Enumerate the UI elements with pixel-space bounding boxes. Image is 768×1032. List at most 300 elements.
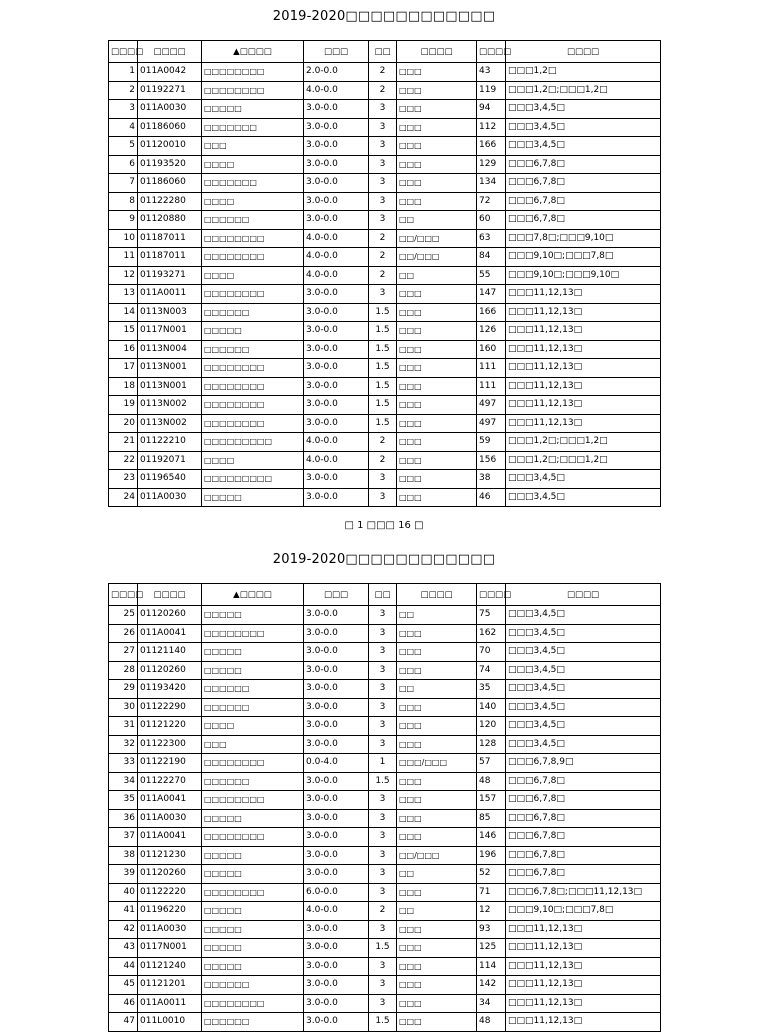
course-mode-cell: □□□/□□□ bbox=[397, 754, 477, 773]
course-mode-cell: □□□ bbox=[397, 772, 477, 791]
course-hours-cell: 3.0-0.0 bbox=[304, 624, 369, 643]
row-number-cell: 37 bbox=[109, 828, 138, 847]
course-name-cell: □□□□□ bbox=[202, 100, 304, 119]
table-row bbox=[109, 118, 661, 137]
header-col: □□□□ bbox=[138, 41, 202, 63]
course-code-cell: 01187011 bbox=[138, 248, 202, 267]
class-size-cell: 57 bbox=[477, 754, 506, 773]
course-credit-cell: 1.5 bbox=[369, 359, 397, 378]
class-time-cell: □□□11,12,13□ bbox=[506, 303, 661, 322]
class-time-cell: □□□6,7,8□ bbox=[506, 192, 661, 211]
course-mode-cell: □□/□□□ bbox=[397, 248, 477, 267]
course-credit-cell: 3 bbox=[369, 920, 397, 939]
course-credit-cell: 3 bbox=[369, 174, 397, 193]
row-number-cell: 13 bbox=[109, 285, 138, 304]
header-col: □□□□ bbox=[506, 584, 661, 606]
course-credit-cell: 3 bbox=[369, 698, 397, 717]
course-code-cell: 0117N001 bbox=[138, 322, 202, 341]
course-hours-cell: 3.0-0.0 bbox=[304, 994, 369, 1013]
table-row bbox=[109, 451, 661, 470]
course-credit-cell: 1.5 bbox=[369, 340, 397, 359]
course-name-cell: □□□□ bbox=[202, 717, 304, 736]
row-number-cell: 9 bbox=[109, 211, 138, 230]
class-size-cell: 146 bbox=[477, 828, 506, 847]
course-mode-cell: □□□ bbox=[397, 791, 477, 810]
course-name-cell: □□□□□□□□□ bbox=[202, 433, 304, 452]
course-name-cell: □□□□□ bbox=[202, 902, 304, 921]
header-col: □□□□ bbox=[109, 41, 138, 63]
row-number-cell: 24 bbox=[109, 488, 138, 507]
course-code-cell: 01122210 bbox=[138, 433, 202, 452]
course-code-cell: 011A0030 bbox=[138, 100, 202, 119]
class-size-cell: 52 bbox=[477, 865, 506, 884]
row-number-cell: 8 bbox=[109, 192, 138, 211]
course-code-cell: 01193520 bbox=[138, 155, 202, 174]
course-mode-cell: □□□ bbox=[397, 137, 477, 156]
row-number-cell: 1 bbox=[109, 63, 138, 82]
table-header-row bbox=[109, 584, 661, 606]
course-hours-cell: 3.0-0.0 bbox=[304, 920, 369, 939]
header-col: □□□□ bbox=[397, 41, 477, 63]
row-number-cell: 29 bbox=[109, 680, 138, 699]
course-code-cell: 01122280 bbox=[138, 192, 202, 211]
class-size-cell: 74 bbox=[477, 661, 506, 680]
course-code-cell: 01193271 bbox=[138, 266, 202, 285]
row-number-cell: 32 bbox=[109, 735, 138, 754]
course-credit-cell: 3 bbox=[369, 137, 397, 156]
class-time-cell: □□□6,7,8□ bbox=[506, 828, 661, 847]
course-mode-cell: □□□ bbox=[397, 920, 477, 939]
class-time-cell: □□□11,12,13□ bbox=[506, 920, 661, 939]
course-name-cell: □□□□□ bbox=[202, 643, 304, 662]
course-code-cell: 011A0041 bbox=[138, 791, 202, 810]
course-hours-cell: 3.0-0.0 bbox=[304, 680, 369, 699]
header-col: □□□□ bbox=[506, 41, 661, 63]
course-name-cell: □□□□□ bbox=[202, 661, 304, 680]
table-row bbox=[109, 791, 661, 810]
course-credit-cell: 2 bbox=[369, 451, 397, 470]
course-credit-cell: 3 bbox=[369, 661, 397, 680]
course-name-cell: □□□□□□ bbox=[202, 698, 304, 717]
table-row bbox=[109, 717, 661, 736]
course-credit-cell: 2 bbox=[369, 433, 397, 452]
course-hours-cell: 3.0-0.0 bbox=[304, 606, 369, 625]
course-code-cell: 01122290 bbox=[138, 698, 202, 717]
row-number-cell: 25 bbox=[109, 606, 138, 625]
class-time-cell: □□□11,12,13□ bbox=[506, 414, 661, 433]
course-credit-cell: 2 bbox=[369, 902, 397, 921]
course-code-cell: 011L0010 bbox=[138, 1013, 202, 1032]
course-code-cell: 01192071 bbox=[138, 451, 202, 470]
course-hours-cell: 2.0-0.0 bbox=[304, 63, 369, 82]
table-row bbox=[109, 661, 661, 680]
course-hours-cell: 3.0-0.0 bbox=[304, 1013, 369, 1032]
class-time-cell: □□□11,12,13□ bbox=[506, 285, 661, 304]
table-row bbox=[109, 340, 661, 359]
course-code-cell: 01192271 bbox=[138, 81, 202, 100]
course-mode-cell: □□□ bbox=[397, 939, 477, 958]
course-hours-cell: 3.0-0.0 bbox=[304, 285, 369, 304]
class-size-cell: 12 bbox=[477, 902, 506, 921]
course-hours-cell: 3.0-0.0 bbox=[304, 488, 369, 507]
course-name-cell: □□□□□ bbox=[202, 920, 304, 939]
course-name-cell: □□□□□□ bbox=[202, 772, 304, 791]
class-time-cell: □□□3,4,5□ bbox=[506, 118, 661, 137]
course-credit-cell: 3 bbox=[369, 470, 397, 489]
course-mode-cell: □□□ bbox=[397, 377, 477, 396]
class-time-cell: □□□11,12,13□ bbox=[506, 377, 661, 396]
row-number-cell: 23 bbox=[109, 470, 138, 489]
class-size-cell: 111 bbox=[477, 359, 506, 378]
course-mode-cell: □□□ bbox=[397, 118, 477, 137]
course-credit-cell: 1.5 bbox=[369, 377, 397, 396]
course-credit-cell: 1.5 bbox=[369, 939, 397, 958]
table-row bbox=[109, 266, 661, 285]
header-col-sorted[interactable]: ▲□□□□ bbox=[202, 584, 304, 606]
row-number-cell: 16 bbox=[109, 340, 138, 359]
class-size-cell: 60 bbox=[477, 211, 506, 230]
row-number-cell: 28 bbox=[109, 661, 138, 680]
course-credit-cell: 2 bbox=[369, 266, 397, 285]
course-hours-cell: 3.0-0.0 bbox=[304, 976, 369, 995]
class-size-cell: 46 bbox=[477, 488, 506, 507]
course-hours-cell: 3.0-0.0 bbox=[304, 174, 369, 193]
row-number-cell: 15 bbox=[109, 322, 138, 341]
course-mode-cell: □□□ bbox=[397, 192, 477, 211]
header-col: □□□□ bbox=[138, 584, 202, 606]
class-time-cell: □□□6,7,8,9□ bbox=[506, 754, 661, 773]
course-mode-cell: □□/□□□ bbox=[397, 229, 477, 248]
class-time-cell: □□□6,7,8□ bbox=[506, 809, 661, 828]
table-row bbox=[109, 63, 661, 82]
course-credit-cell: 3 bbox=[369, 680, 397, 699]
class-time-cell: □□□11,12,13□ bbox=[506, 359, 661, 378]
course-hours-cell: 3.0-0.0 bbox=[304, 735, 369, 754]
table-row bbox=[109, 624, 661, 643]
course-name-cell: □□□□□□ bbox=[202, 1013, 304, 1032]
course-hours-cell: 3.0-0.0 bbox=[304, 211, 369, 230]
table-row bbox=[109, 828, 661, 847]
course-mode-cell: □□□ bbox=[397, 63, 477, 82]
table-row bbox=[109, 377, 661, 396]
course-hours-cell: 4.0-0.0 bbox=[304, 902, 369, 921]
row-number-cell: 19 bbox=[109, 396, 138, 415]
course-mode-cell: □□□ bbox=[397, 661, 477, 680]
course-credit-cell: 3 bbox=[369, 735, 397, 754]
class-time-cell: □□□11,12,13□ bbox=[506, 396, 661, 415]
table-row bbox=[109, 643, 661, 662]
course-mode-cell: □□□ bbox=[397, 359, 477, 378]
class-size-cell: 114 bbox=[477, 957, 506, 976]
class-time-cell: □□□6,7,8□ bbox=[506, 791, 661, 810]
course-credit-cell: 3 bbox=[369, 717, 397, 736]
course-mode-cell: □□□ bbox=[397, 322, 477, 341]
course-hours-cell: 3.0-0.0 bbox=[304, 414, 369, 433]
course-code-cell: 01186060 bbox=[138, 174, 202, 193]
course-hours-cell: 4.0-0.0 bbox=[304, 229, 369, 248]
course-name-cell: □□□□□□□□ bbox=[202, 81, 304, 100]
table-row bbox=[109, 865, 661, 884]
class-size-cell: 120 bbox=[477, 717, 506, 736]
row-number-cell: 42 bbox=[109, 920, 138, 939]
table-row bbox=[109, 433, 661, 452]
class-time-cell: □□□3,4,5□ bbox=[506, 624, 661, 643]
course-credit-cell: 3 bbox=[369, 957, 397, 976]
course-hours-cell: 3.0-0.0 bbox=[304, 303, 369, 322]
course-name-cell: □□□□□ bbox=[202, 322, 304, 341]
table-row bbox=[109, 735, 661, 754]
table-row bbox=[109, 772, 661, 791]
course-code-cell: 01121140 bbox=[138, 643, 202, 662]
class-size-cell: 147 bbox=[477, 285, 506, 304]
class-time-cell: □□□9,10□;□□□9,10□ bbox=[506, 266, 661, 285]
course-mode-cell: □□□ bbox=[397, 957, 477, 976]
header-col: □□□□ bbox=[397, 584, 477, 606]
row-number-cell: 31 bbox=[109, 717, 138, 736]
course-mode-cell: □□□ bbox=[397, 340, 477, 359]
class-time-cell: □□□9,10□;□□□7,8□ bbox=[506, 248, 661, 267]
class-time-cell: □□□3,4,5□ bbox=[506, 680, 661, 699]
class-size-cell: 34 bbox=[477, 994, 506, 1013]
course-name-cell: □□□□□□□□□ bbox=[202, 470, 304, 489]
class-time-cell: □□□3,4,5□ bbox=[506, 735, 661, 754]
course-name-cell: □□□□□□□□ bbox=[202, 624, 304, 643]
course-credit-cell: 1.5 bbox=[369, 1013, 397, 1032]
course-code-cell: 011A0011 bbox=[138, 994, 202, 1013]
course-credit-cell: 1.5 bbox=[369, 396, 397, 415]
course-hours-cell: 3.0-0.0 bbox=[304, 192, 369, 211]
row-number-cell: 34 bbox=[109, 772, 138, 791]
course-credit-cell: 3 bbox=[369, 211, 397, 230]
course-credit-cell: 3 bbox=[369, 118, 397, 137]
class-size-cell: 497 bbox=[477, 414, 506, 433]
page-1-footer: □ 1 □□□ 16 □ bbox=[344, 520, 424, 531]
course-hours-cell: 3.0-0.0 bbox=[304, 470, 369, 489]
table-row bbox=[109, 248, 661, 267]
course-hours-cell: 3.0-0.0 bbox=[304, 137, 369, 156]
course-mode-cell: □□□ bbox=[397, 100, 477, 119]
class-time-cell: □□□6,7,8□ bbox=[506, 772, 661, 791]
row-number-cell: 41 bbox=[109, 902, 138, 921]
class-size-cell: 129 bbox=[477, 155, 506, 174]
class-time-cell: □□□3,4,5□ bbox=[506, 661, 661, 680]
table-row bbox=[109, 920, 661, 939]
class-time-cell: □□□1,2□;□□□1,2□ bbox=[506, 81, 661, 100]
class-size-cell: 196 bbox=[477, 846, 506, 865]
table-body-page-1 bbox=[109, 63, 661, 507]
class-size-cell: 59 bbox=[477, 433, 506, 452]
class-time-cell: □□□6,7,8□ bbox=[506, 174, 661, 193]
class-time-cell: □□□3,4,5□ bbox=[506, 100, 661, 119]
header-col: □□ bbox=[369, 41, 397, 63]
course-name-cell: □□□□□□□□ bbox=[202, 248, 304, 267]
table-row bbox=[109, 174, 661, 193]
course-code-cell: 01193420 bbox=[138, 680, 202, 699]
course-mode-cell: □□□ bbox=[397, 396, 477, 415]
course-mode-cell: □□□ bbox=[397, 155, 477, 174]
class-time-cell: □□□1,2□ bbox=[506, 63, 661, 82]
course-code-cell: 011A0011 bbox=[138, 285, 202, 304]
table-row bbox=[109, 137, 661, 156]
course-name-cell: □□□□ bbox=[202, 192, 304, 211]
table-row bbox=[109, 606, 661, 625]
course-code-cell: 01122220 bbox=[138, 883, 202, 902]
course-credit-cell: 2 bbox=[369, 81, 397, 100]
class-size-cell: 38 bbox=[477, 470, 506, 489]
course-code-cell: 0113N002 bbox=[138, 396, 202, 415]
page-2-title: 2019-2020□□□□□□□□□□□□ bbox=[272, 552, 496, 567]
course-code-cell: 0113N003 bbox=[138, 303, 202, 322]
class-time-cell: □□□3,4,5□ bbox=[506, 717, 661, 736]
class-time-cell: □□□11,12,13□ bbox=[506, 322, 661, 341]
table-header-row bbox=[109, 41, 661, 63]
course-credit-cell: 3 bbox=[369, 976, 397, 995]
header-col: □□□ bbox=[304, 584, 369, 606]
course-credit-cell: 3 bbox=[369, 155, 397, 174]
course-mode-cell: □□□ bbox=[397, 698, 477, 717]
course-name-cell: □□□□□ bbox=[202, 606, 304, 625]
course-code-cell: 01120880 bbox=[138, 211, 202, 230]
course-hours-cell: 3.0-0.0 bbox=[304, 865, 369, 884]
table-row bbox=[109, 698, 661, 717]
class-size-cell: 497 bbox=[477, 396, 506, 415]
class-time-cell: □□□6,7,8□ bbox=[506, 865, 661, 884]
class-time-cell: □□□3,4,5□ bbox=[506, 470, 661, 489]
table-row bbox=[109, 81, 661, 100]
class-size-cell: 140 bbox=[477, 698, 506, 717]
course-credit-cell: 3 bbox=[369, 192, 397, 211]
header-col-sorted[interactable]: ▲□□□□ bbox=[202, 41, 304, 63]
course-hours-cell: 3.0-0.0 bbox=[304, 118, 369, 137]
course-credit-cell: 3 bbox=[369, 994, 397, 1013]
course-mode-cell: □□□ bbox=[397, 735, 477, 754]
table-row bbox=[109, 396, 661, 415]
course-mode-cell: □□□ bbox=[397, 81, 477, 100]
class-time-cell: □□□1,2□;□□□1,2□ bbox=[506, 433, 661, 452]
header-col: □□□□ bbox=[477, 584, 506, 606]
course-mode-cell: □□ bbox=[397, 902, 477, 921]
course-name-cell: □□□□□□□□ bbox=[202, 229, 304, 248]
class-size-cell: 125 bbox=[477, 939, 506, 958]
table-row bbox=[109, 994, 661, 1013]
course-credit-cell: 1.5 bbox=[369, 414, 397, 433]
class-size-cell: 126 bbox=[477, 322, 506, 341]
course-hours-cell: 6.0-0.0 bbox=[304, 883, 369, 902]
course-name-cell: □□□□□□□□ bbox=[202, 396, 304, 415]
table-row bbox=[109, 322, 661, 341]
course-code-cell: 01121230 bbox=[138, 846, 202, 865]
class-size-cell: 71 bbox=[477, 883, 506, 902]
course-code-cell: 01187011 bbox=[138, 229, 202, 248]
class-time-cell: □□□3,4,5□ bbox=[506, 488, 661, 507]
course-code-cell: 0113N002 bbox=[138, 414, 202, 433]
class-size-cell: 111 bbox=[477, 377, 506, 396]
class-size-cell: 166 bbox=[477, 137, 506, 156]
course-name-cell: □□□□□□ bbox=[202, 303, 304, 322]
class-size-cell: 70 bbox=[477, 643, 506, 662]
course-mode-cell: □□□ bbox=[397, 433, 477, 452]
schedule-table-page-1 bbox=[108, 40, 661, 507]
row-number-cell: 44 bbox=[109, 957, 138, 976]
course-credit-cell: 1.5 bbox=[369, 772, 397, 791]
class-time-cell: □□□3,4,5□ bbox=[506, 606, 661, 625]
course-mode-cell: □□□ bbox=[397, 717, 477, 736]
row-number-cell: 18 bbox=[109, 377, 138, 396]
course-mode-cell: □□ bbox=[397, 266, 477, 285]
class-size-cell: 134 bbox=[477, 174, 506, 193]
class-size-cell: 63 bbox=[477, 229, 506, 248]
course-code-cell: 01196540 bbox=[138, 470, 202, 489]
class-size-cell: 85 bbox=[477, 809, 506, 828]
row-number-cell: 20 bbox=[109, 414, 138, 433]
course-name-cell: □□□□ bbox=[202, 451, 304, 470]
course-hours-cell: 4.0-0.0 bbox=[304, 248, 369, 267]
course-mode-cell: □□ bbox=[397, 865, 477, 884]
course-name-cell: □□□□□□□□ bbox=[202, 883, 304, 902]
course-name-cell: □□□□□□□□ bbox=[202, 285, 304, 304]
course-credit-cell: 3 bbox=[369, 606, 397, 625]
course-hours-cell: 4.0-0.0 bbox=[304, 433, 369, 452]
table-row bbox=[109, 229, 661, 248]
row-number-cell: 26 bbox=[109, 624, 138, 643]
class-time-cell: □□□6,7,8□ bbox=[506, 155, 661, 174]
course-code-cell: 01186060 bbox=[138, 118, 202, 137]
table-row bbox=[109, 488, 661, 507]
class-size-cell: 156 bbox=[477, 451, 506, 470]
table-row bbox=[109, 211, 661, 230]
course-hours-cell: 3.0-0.0 bbox=[304, 957, 369, 976]
row-number-cell: 14 bbox=[109, 303, 138, 322]
course-mode-cell: □□□ bbox=[397, 303, 477, 322]
course-hours-cell: 3.0-0.0 bbox=[304, 359, 369, 378]
class-time-cell: □□□6,7,8□ bbox=[506, 846, 661, 865]
course-credit-cell: 3 bbox=[369, 285, 397, 304]
table-body-page-2 bbox=[109, 606, 661, 1032]
row-number-cell: 5 bbox=[109, 137, 138, 156]
course-code-cell: 011A0042 bbox=[138, 63, 202, 82]
course-code-cell: 011A0041 bbox=[138, 828, 202, 847]
class-time-cell: □□□6,7,8□;□□□11,12,13□ bbox=[506, 883, 661, 902]
course-name-cell: □□□□ bbox=[202, 266, 304, 285]
course-name-cell: □□□□□□ bbox=[202, 976, 304, 995]
course-credit-cell: 1.5 bbox=[369, 303, 397, 322]
class-time-cell: □□□11,12,13□ bbox=[506, 976, 661, 995]
row-number-cell: 47 bbox=[109, 1013, 138, 1032]
page-1-title: 2019-2020□□□□□□□□□□□□ bbox=[272, 9, 496, 24]
class-size-cell: 166 bbox=[477, 303, 506, 322]
class-time-cell: □□□6,7,8□ bbox=[506, 211, 661, 230]
course-hours-cell: 3.0-0.0 bbox=[304, 396, 369, 415]
course-mode-cell: □□□ bbox=[397, 828, 477, 847]
course-code-cell: 01122300 bbox=[138, 735, 202, 754]
course-credit-cell: 3 bbox=[369, 624, 397, 643]
class-size-cell: 119 bbox=[477, 81, 506, 100]
course-mode-cell: □□□ bbox=[397, 488, 477, 507]
course-credit-cell: 3 bbox=[369, 809, 397, 828]
class-time-cell: □□□1,2□;□□□1,2□ bbox=[506, 451, 661, 470]
course-mode-cell: □□□ bbox=[397, 624, 477, 643]
class-time-cell: □□□11,12,13□ bbox=[506, 957, 661, 976]
table-row bbox=[109, 285, 661, 304]
course-code-cell: 01121220 bbox=[138, 717, 202, 736]
row-number-cell: 10 bbox=[109, 229, 138, 248]
course-mode-cell: □□□ bbox=[397, 285, 477, 304]
course-mode-cell: □□□ bbox=[397, 470, 477, 489]
table-row bbox=[109, 1013, 661, 1032]
table-row bbox=[109, 846, 661, 865]
row-number-cell: 33 bbox=[109, 754, 138, 773]
course-name-cell: □□□□ bbox=[202, 155, 304, 174]
